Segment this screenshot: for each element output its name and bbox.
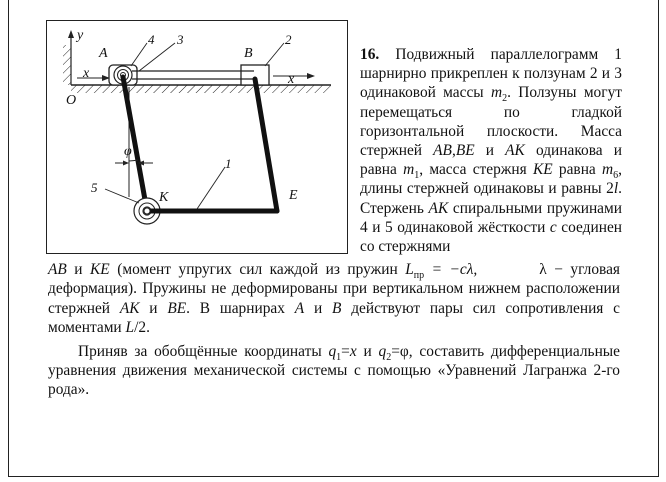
text-run: B [331, 299, 342, 317]
text-run: . Ползуны могут перемещаться по гладкой горизонтальной плоскости. Масса стержней [360, 84, 622, 160]
text-run: m [403, 161, 415, 179]
phi-arrowhead-left [123, 161, 129, 166]
text-run: , длины стержней одинаковы и равны 2 [360, 161, 622, 198]
number-3: 3 [177, 32, 184, 47]
leader-5 [105, 189, 139, 203]
label-y: y [77, 28, 84, 43]
text-run: A [294, 299, 305, 317]
text-run: , масса стержня [419, 161, 533, 179]
text-run: AK [119, 299, 140, 317]
problem-statement-body [48, 260, 620, 400]
text-run: одинакова и равна [360, 142, 623, 179]
text-run: BE [167, 299, 187, 317]
text-run: и [474, 142, 506, 160]
x-axis-right-arrow [307, 73, 315, 79]
text-run: /2 [134, 319, 147, 337]
subscript: 2 [502, 93, 508, 105]
text-run: KE [532, 161, 553, 179]
text-run: , [451, 142, 456, 160]
label-K: K [159, 190, 169, 205]
text-run: Приняв за обобщённые координаты [78, 342, 329, 360]
lambda-text: λ − угловая [539, 261, 620, 278]
text-run: и [356, 342, 379, 360]
problem-number: 16. [360, 46, 380, 63]
moment-paragraph [48, 260, 620, 338]
number-4: 4 [148, 32, 155, 47]
text-run: равна [552, 161, 602, 179]
problem-statement-intro [360, 45, 622, 256]
intro-body [360, 46, 622, 255]
subscript: 1 [414, 170, 420, 182]
hinge-K-center [144, 208, 150, 214]
text-run: = [341, 342, 350, 360]
leader-1 [197, 167, 225, 209]
rod-BE [255, 79, 277, 211]
text-run: деформация). Пружины не деформированы при вертикальном нижнем расположении стержней [48, 280, 620, 317]
number-2: 2 [285, 32, 292, 47]
wall-hatch [63, 45, 71, 85]
text-run: BE [455, 142, 475, 160]
text-run: . В шарнирах [186, 299, 295, 317]
text-run: и [139, 299, 168, 317]
y-axis-arrow [68, 30, 74, 38]
label-x-right: x [288, 72, 295, 87]
subscript: 1 [336, 351, 342, 363]
text-run: . Стержень [360, 180, 622, 217]
text-run: q [328, 342, 337, 360]
subscript: 6 [613, 170, 619, 182]
text-run: Подвижный параллелограмм 1 шарнирно прикреплен к ползунам 2 и 3 одинаковой массы [360, 46, 622, 102]
label-A: A [99, 46, 108, 61]
mechanism-figure [46, 20, 348, 254]
text-run: соединен со стержнями [360, 218, 623, 256]
text-run: m [602, 161, 614, 179]
number-1: 1 [225, 156, 232, 171]
leader-2 [265, 43, 284, 66]
formula-rest: = −cλ, [424, 261, 478, 278]
text-run: AK [505, 142, 525, 160]
leader-4 [131, 43, 147, 66]
text-and: и [66, 261, 91, 278]
text-run: x [349, 342, 357, 360]
deformation-text [48, 280, 620, 336]
task-paragraph [48, 342, 620, 400]
subscript: 2 [386, 351, 392, 363]
label-phi: φ [124, 144, 132, 159]
label-O: O [66, 93, 77, 108]
text-run: спиральными пружинами 4 и 5 одинаковой жёсткости [360, 199, 622, 236]
text-run: и [304, 299, 332, 317]
label-x-left: x [83, 66, 90, 81]
text-run: q [378, 342, 387, 360]
text-AB: AB [48, 261, 67, 278]
text-run: AK [428, 199, 449, 217]
text-run: m [490, 84, 503, 102]
text-run: c [549, 218, 557, 236]
text-moment: (момент упругих сил каждой из пружин [109, 261, 406, 278]
text-run: =φ, составить дифференциальные уравнения движения механической системы с помощью «Уравнений Лагранжа 2-го рода». [48, 342, 620, 399]
label-E: E [289, 188, 298, 203]
formula-L: L [405, 261, 414, 278]
text-run: действуют пары сил сопротивления с моментами [48, 299, 621, 337]
label-B: B [244, 46, 253, 61]
mechanism-drawing [47, 21, 347, 253]
text-run: AB [433, 142, 452, 160]
text-run: . [146, 319, 150, 337]
text-run: l [613, 180, 619, 198]
number-5: 5 [91, 180, 98, 195]
text-run: L [125, 319, 135, 337]
formula-sub: пр [413, 270, 425, 282]
text-KE: KE [90, 261, 110, 278]
